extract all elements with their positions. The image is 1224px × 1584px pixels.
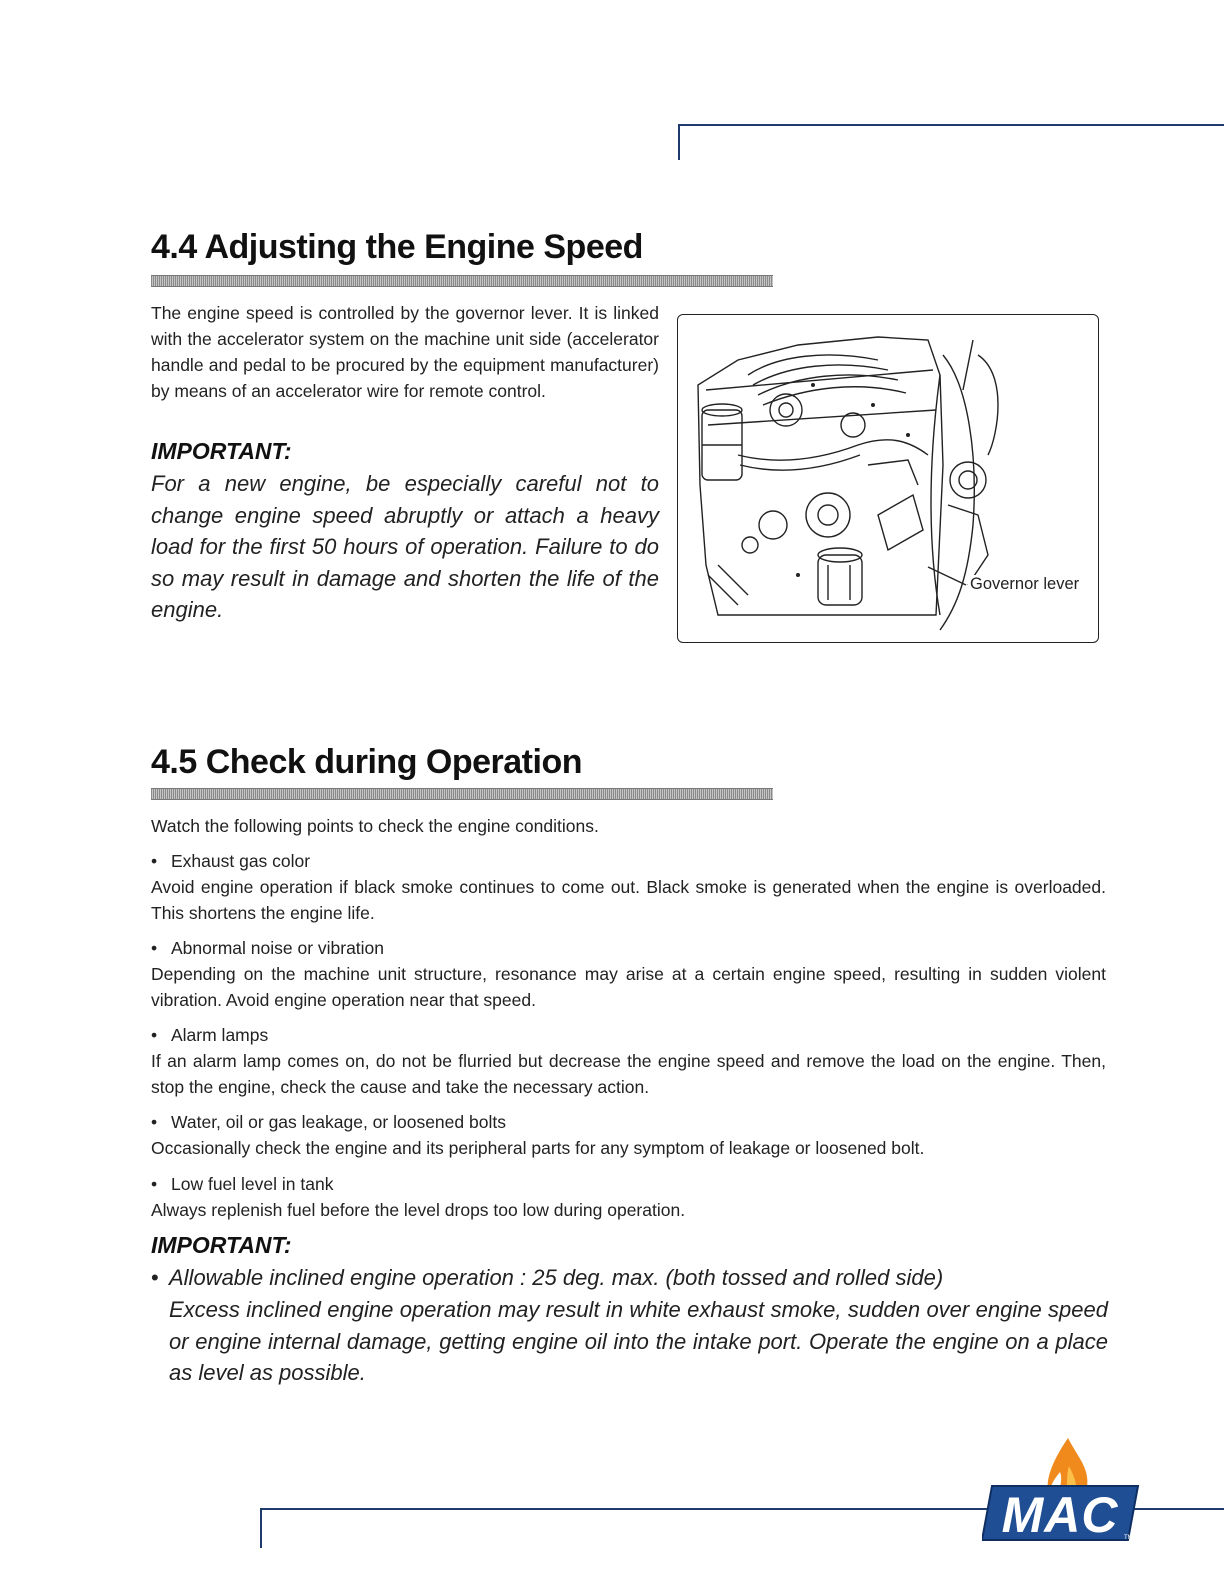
important-first-line: Allowable inclined engine operation : 25 deg. max. (both tossed and rolled side): [169, 1265, 944, 1290]
check-item-text: Always replenish fuel before the level drops too low during operation.: [151, 1200, 686, 1220]
logo-text: MAC: [1001, 1487, 1119, 1543]
check-item-title: Alarm lamps: [171, 1025, 269, 1045]
check-item-text: Occasionally check the engine and its peripheral parts for any symptom of leakage or loosened bolt.: [151, 1138, 925, 1158]
check-item-text: If an alarm lamp comes on, do not be flurried but decrease the engine speed and remove the load on the engine. Then, stop the engine, check the cause and take the necessary action.: [151, 1051, 1106, 1097]
important-body: Excess inclined engine operation may result in white exhaust smoke, sudden over engine speed or engine internal damage, getting engine oil into the intake port. Operate the engine on a place as level as possible.: [169, 1297, 1108, 1385]
check-item-title: Abnormal noise or vibration: [171, 938, 385, 958]
governor-lever-figure: [677, 314, 1099, 643]
check-item: [151, 1022, 1106, 1100]
bullet: •: [151, 938, 158, 958]
mac-logo-graphic: [982, 1436, 1144, 1546]
header-bracket: [678, 124, 1224, 160]
bullet: •: [151, 1025, 158, 1045]
section-4-4-title: 4.4 Adjusting the Engine Speed: [151, 228, 643, 266]
check-item-text: Avoid engine operation if black smoke continues to come out. Black smoke is generated when the engine is overloaded. This shortens the engine life.: [151, 877, 1106, 923]
check-item-text: Depending on the machine unit structure, resonance may arise at a certain engine speed, resulting in sudden violent vibration. Avoid engine operation near that speed.: [151, 964, 1106, 1010]
section-4-4-important-text: For a new engine, be especially careful not to change engine speed abruptly or attach a heavy load for the first 50 hours of operation. Failure to do so may result in damage and shorten the life of the engine.: [151, 471, 659, 622]
section-4-4-important-label: IMPORTANT:: [151, 438, 292, 464]
bullet: •: [151, 1265, 159, 1290]
check-item-title: Water, oil or gas leakage, or loosened bolts: [171, 1112, 506, 1132]
check-item: [151, 1109, 1106, 1161]
check-item-title: Low fuel level in tank: [171, 1174, 334, 1194]
section-4-5-important-label: IMPORTANT:: [151, 1232, 292, 1258]
check-item-title: Exhaust gas color: [171, 851, 311, 871]
bullet: •: [151, 851, 158, 871]
section-4-5-underline: [151, 788, 773, 800]
check-item: [151, 848, 1106, 926]
section-4-4-underline: [151, 275, 773, 287]
section-4-4-intro: The engine speed is controlled by the governor lever. It is linked with the accelerator system on the machine unit side (accelerator handle and pedal to be procured by the equipment manufacturer) by means of an accelerator wire for remote control.: [151, 303, 659, 401]
check-item: [151, 935, 1106, 1013]
bullet: •: [151, 1174, 158, 1194]
logo-trademark: TM: [1124, 1535, 1133, 1541]
section-4-5-important: [151, 1262, 1108, 1389]
mac-logo: [982, 1436, 1144, 1551]
check-item: [151, 1171, 1106, 1223]
bullet: •: [151, 1112, 158, 1132]
governor-lever-label: Governor lever: [970, 575, 1080, 593]
section-4-5-title: 4.5 Check during Operation: [151, 743, 582, 781]
section-4-5-intro: Watch the following points to check the engine conditions.: [151, 816, 599, 836]
